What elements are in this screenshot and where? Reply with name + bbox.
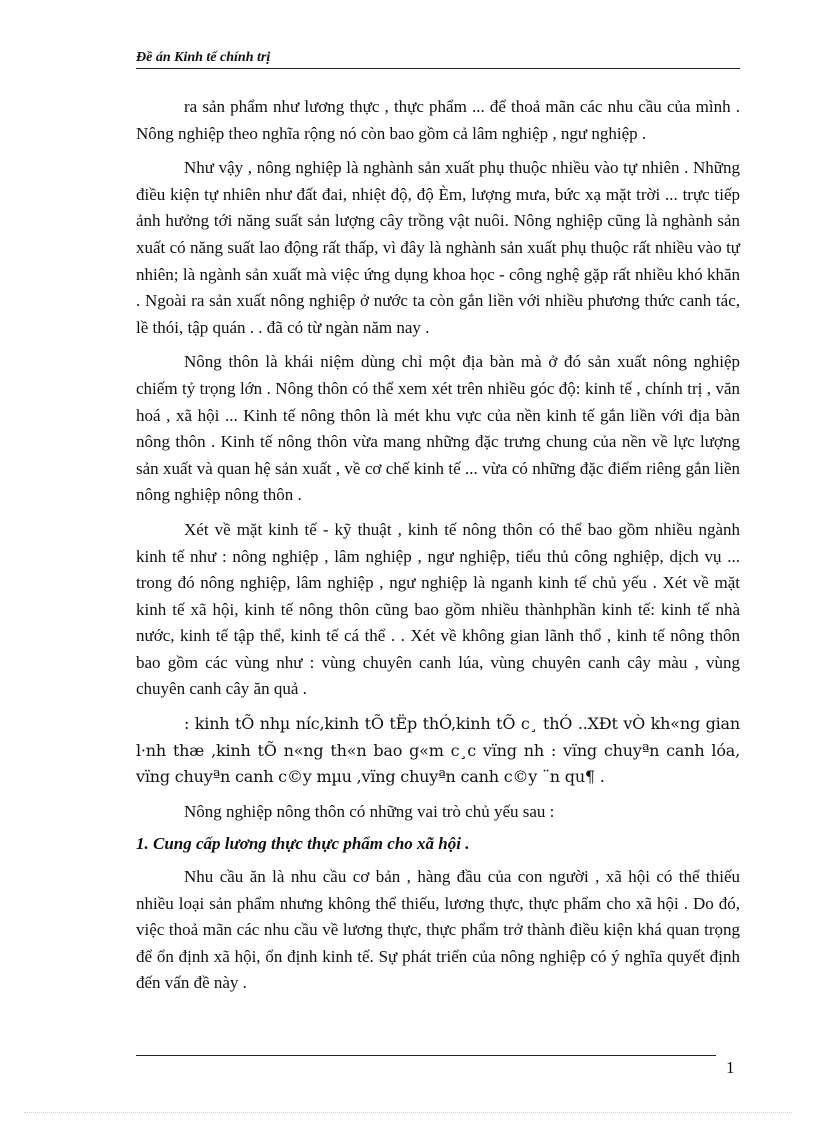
paragraph: Nhu cầu ăn là nhu cầu cơ bản , hàng đầu của con người , xã hội có thể thiếu nhiều loại sản phẩm nhưng không thể thiếu, lương thực, thực phẩm cho xã hội . Do đó, việc thoả mãn các nhu cầu về lương thực, thực phẩm trở thành điều kiện khá quan trọng để ổn định xã hội, ổn định kinh tế. Sự phát triển của nông nghiệp có ý nghĩa quyết định đến vấn đề này . — [136, 867, 740, 993]
page-number: 1 — [726, 1058, 735, 1077]
paragraph: Như vậy , nông nghiệp là nghành sản xuất phụ thuộc nhiều vào tự nhiên . Những điều kiện tự nhiên như đất đai, nhiệt độ, độ Èm, lượng mưa, bức xạ mặt trời ... trực tiếp ảnh hưởng tới năng suất sản lượng cây trồng vật nuôi. Nông nghiệp cũng là nghành sản xuất có năng suất lao động rất thấp, vì đây là nghành sản xuất phụ thuộc rất nhiều vào tự nhiên; là ngành sản xuất mà việc ứng dụng khoa học - công nghệ gặp rất nhiều khó khăn . Ngoài ra sản xuất nông nghiệp ở nước ta còn gắn liền với nhiều phương thức canh tác, lề thói, tập quán . . đã có từ ngàn năm nay . — [136, 158, 740, 337]
page-edge-divider — [24, 1112, 792, 1113]
header-title: Đề án Kinh tế chính trị — [136, 50, 271, 65]
paragraph: ra sản phẩm như lương thực , thực phẩm ... để thoả mãn các nhu cầu của mình . Nông nghiệp theo nghĩa rộng nó còn bao gồm cả lâm nghiệp , ngư nghiệp . — [136, 97, 740, 143]
section-heading: 1. Cung cấp lương thực thực phẩm cho xã hội . — [136, 834, 470, 854]
paragraph: Nông nghiệp nông thôn có những vai trò chủ yếu sau : — [184, 801, 555, 821]
document-body — [136, 94, 740, 1005]
paragraph-garbled: : kinh tÕ nhµ níc,kinh tÕ tËp thÓ,kinh tÕ c¸ thÓ ..XÐt vÒ kh«ng gian l·nh thæ ,kinh tÕ n«ng th«n bao g«m c¸c vïng nh : vïng chuyªn canh lóa, vïng chuyªn canh c©y mµu ,vïng chuyªn canh c©y ¨n qu¶ . — [136, 714, 740, 787]
paragraph: Nông thôn là khái niệm dùng chỉ một địa bàn mà ở đó sản xuất nông nghiệp chiếm tỷ trọng lớn . Nông thôn có thể xem xét trên nhiều góc độ: kinh tế , chính trị , văn hoá , xã hội ... Kinh tế nông thôn là mét khu vực của nền kinh tế gắn liền với địa bàn nông thôn . Kinh tế nông thôn vừa mang những đặc trưng chung của nền về lực lượng sản xuất và quan hệ sản xuất , về cơ chế kinh tế ... vừa có những đặc điểm riêng gắn liền nông nghiệp nông thôn . — [136, 352, 740, 505]
page-header — [136, 50, 740, 69]
paragraph: Xét về mặt kinh tế - kỹ thuật , kinh tế nông thôn có thể bao gồm nhiều ngành kinh tế như : nông nghiệp , lâm nghiệp , ngư nghiệp, tiểu thủ công nghiệp, dịch vụ ... trong đó nông nghiệp, lâm nghiệp , ngư nghiệp là nganh kinh tế chủ yếu . Xét về mặt kinh tế xã hội, kinh tế nông thôn cũng bao gồm nhiều thànhphần kinh tế: kinh tế nhà nước, kinh tế tập thể, kinh tế cá thể . . Xét về không gian lãnh thổ , kinh tế nông thôn bao gồm các vùng như : vùng chuyên canh lúa, vùng chuyên canh cây màu , vùng chuyên canh cây ăn quả . — [136, 519, 740, 699]
footer-divider — [136, 1055, 716, 1056]
